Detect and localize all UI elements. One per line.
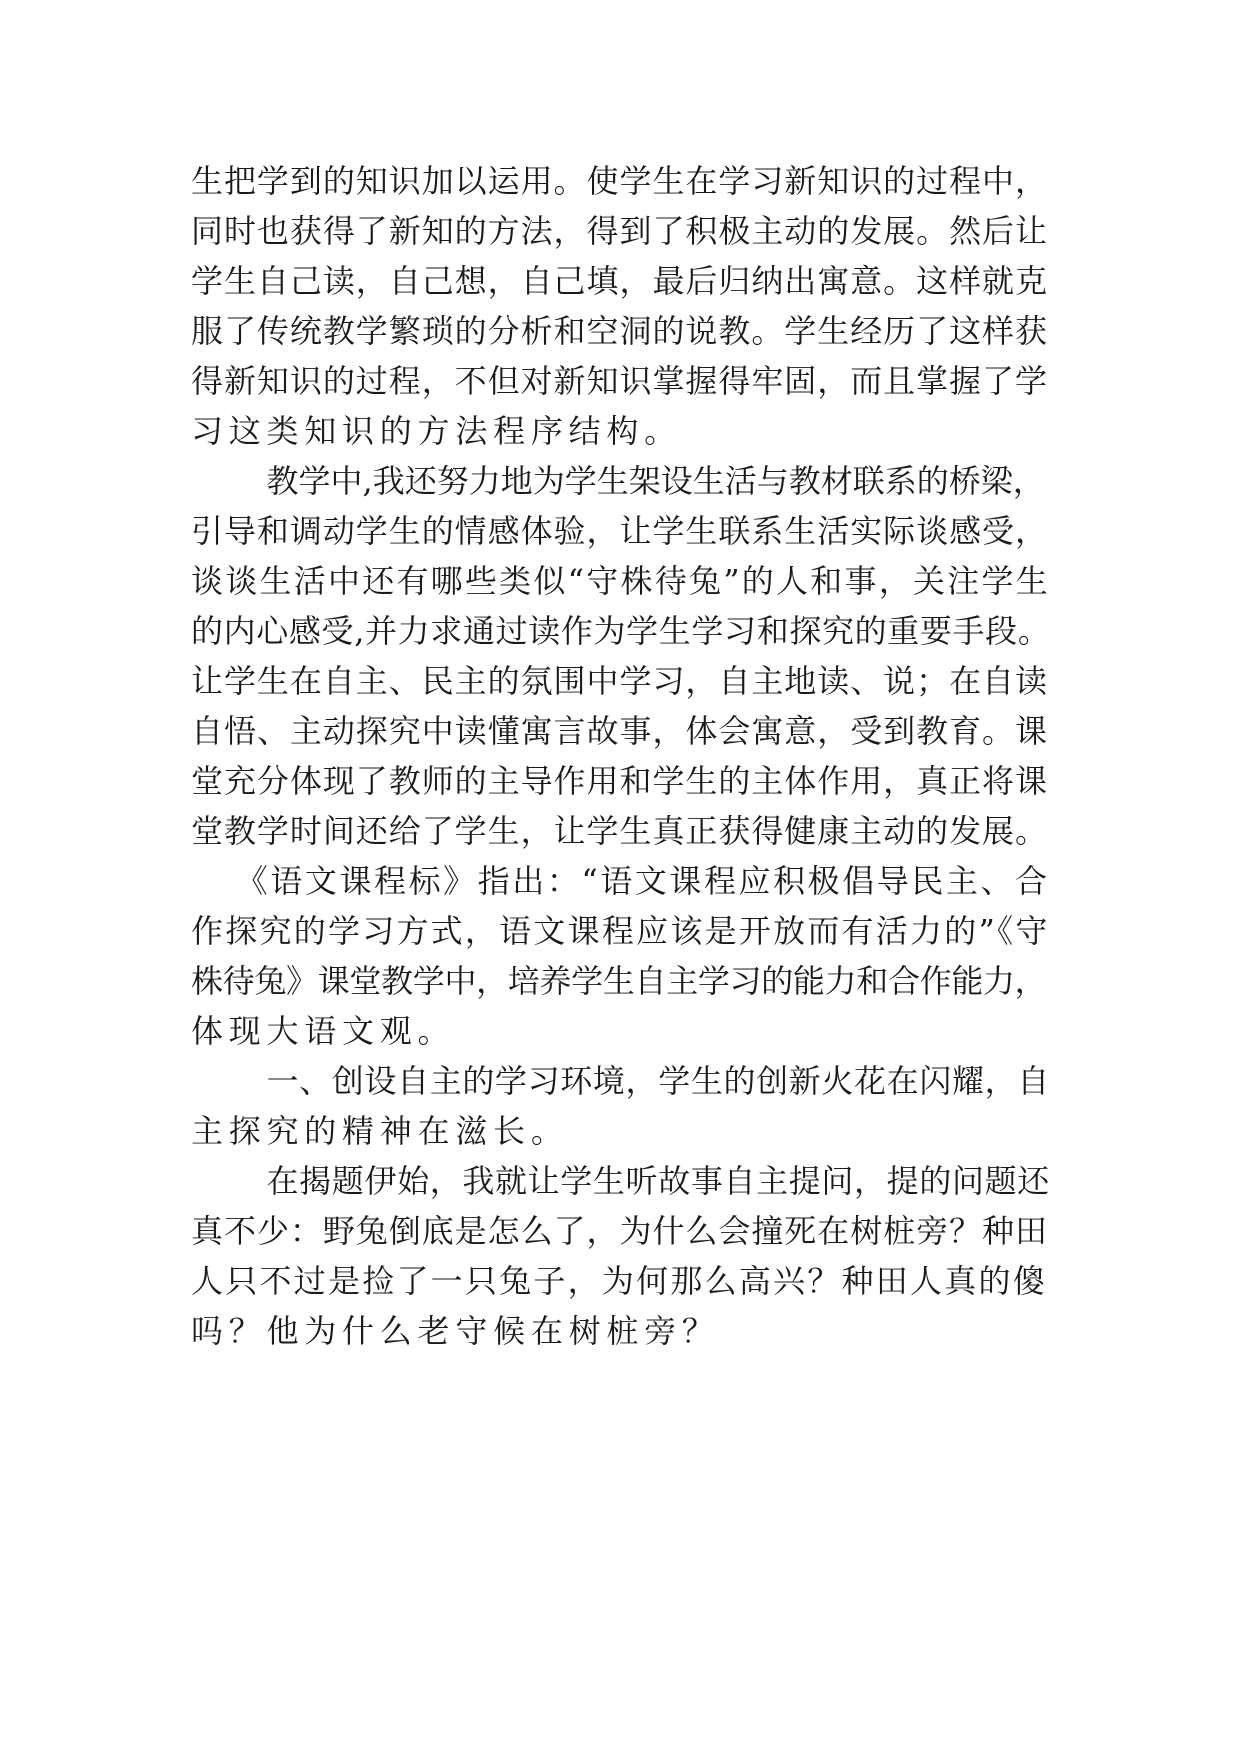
document-body bbox=[191, 156, 1051, 1356]
text-line: 作探究的学习方式，语文课程应该是开放而有活力的”《守 bbox=[191, 912, 1050, 950]
text-line: 同时也获得了新知的方法，得到了积极主动的发展。然后让 bbox=[191, 212, 1048, 250]
text-line: 吗？他为什么老守候在树桩旁？ bbox=[191, 1312, 720, 1350]
text-line: 堂教学时间还给了学生，让学生真正获得健康主动的发展。 bbox=[191, 812, 1048, 850]
text-line: 让学生在自主、民主的氛围中学习，自主地读、说；在自读 bbox=[191, 662, 1048, 700]
text-line: 习这类知识的方法程序结构。 bbox=[191, 412, 682, 450]
text-line: 的内心感受,并力求通过读作为学生学习和探究的重要手段。 bbox=[191, 612, 1051, 650]
text-line: 株待兔》课堂教学中，培养学生自主学习的能力和合作能力， bbox=[191, 962, 1047, 1000]
text-line: 学生自己读，自己想，自己填，最后归纳出寓意。这样就克 bbox=[191, 262, 1048, 300]
text-line: 体现大语文观。 bbox=[191, 1012, 456, 1050]
text-line: 真不少：野兔倒底是怎么了，为什么会撞死在树桩旁？种田 bbox=[191, 1212, 1048, 1250]
text-line: 谈谈生活中还有哪些类似“守株待兔”的人和事，关注学生 bbox=[191, 562, 1050, 600]
text-line: 生把学到的知识加以运用。使学生在学习新知识的过程中， bbox=[191, 162, 1048, 200]
paragraph-3 bbox=[191, 856, 1051, 1056]
text-line: 堂充分体现了教师的主导作用和学生的主体作用，真正将课 bbox=[191, 762, 1048, 800]
paragraph-5 bbox=[191, 1156, 1051, 1356]
paragraph-2 bbox=[191, 456, 1051, 856]
text-line: 服了传统教学繁琐的分析和空洞的说教。学生经历了这样获 bbox=[191, 312, 1048, 350]
text-line: 在揭题伊始，我就让学生听故事自主提问，提的问题还 bbox=[266, 1162, 1050, 1200]
text-line: 引导和调动学生的情感体验，让学生联系生活实际谈感受， bbox=[191, 512, 1048, 550]
text-line: 自悟、主动探究中读懂寓言故事，体会寓意，受到教育。课 bbox=[191, 712, 1048, 750]
text-line: 人只不过是捡了一只兔子，为何那么高兴？种田人真的傻 bbox=[191, 1262, 1048, 1300]
text-line: 得新知识的过程，不但对新知识掌握得牢固，而且掌握了学 bbox=[191, 362, 1048, 400]
paragraph-4 bbox=[191, 1056, 1051, 1156]
text-line: 教学中,我还努力地为学生架设生活与教材联系的桥梁， bbox=[266, 462, 1045, 500]
paragraph-1 bbox=[191, 156, 1051, 456]
text-line: 《语文课程标》指出：“语文课程应积极倡导民主、合 bbox=[235, 862, 1050, 900]
text-line: 一、创设自主的学习环境，学生的创新火花在闪耀，自 bbox=[266, 1062, 1050, 1100]
text-line: 主探究的精神在滋长。 bbox=[191, 1112, 569, 1150]
